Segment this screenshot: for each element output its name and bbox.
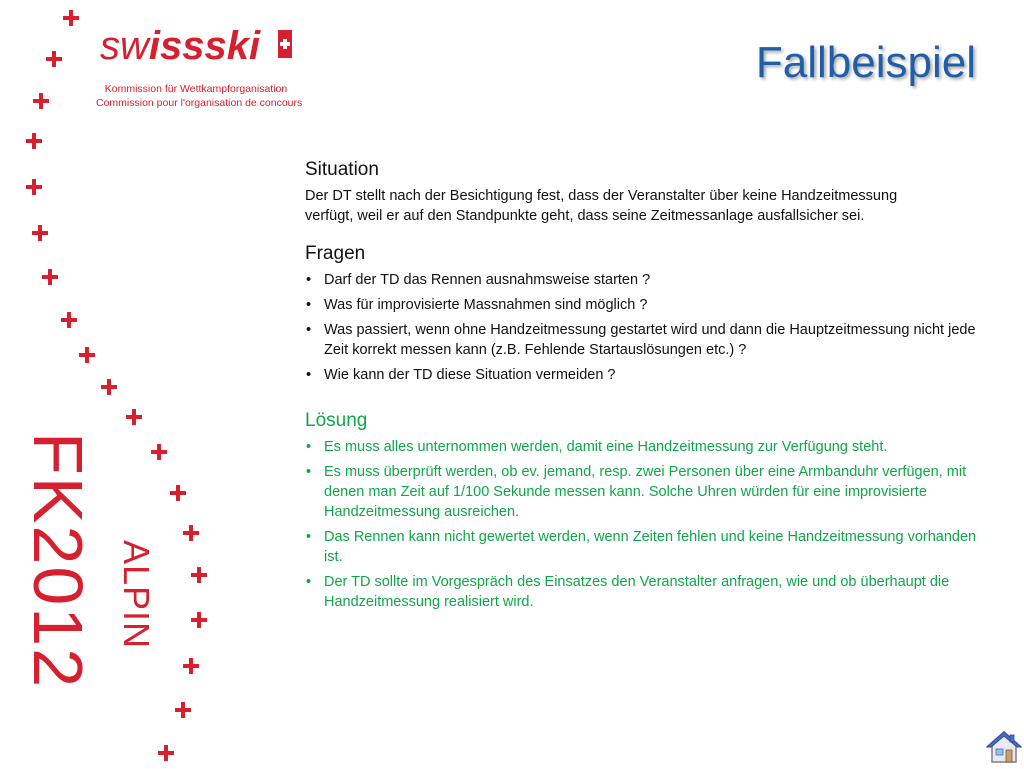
situation-text: [305, 186, 985, 226]
situation-heading: Situation: [305, 159, 379, 180]
sidebar-big-label: FK2012: [19, 432, 97, 690]
list-item: • Es muss alles unternommen werden, damit eine Handzeitmessung zur Verfügung steht.: [305, 437, 985, 457]
questions-heading: Fragen: [305, 243, 366, 264]
cross-icon: [191, 567, 207, 583]
cross-icon: [183, 658, 199, 674]
swiss-flag-icon: [278, 30, 292, 58]
list-item: • Was für improvisierte Massnahmen sind möglich ?: [305, 295, 985, 315]
cross-icon: [183, 525, 199, 541]
logo-wordmark: [100, 22, 260, 70]
list-item: • Darf der TD das Rennen ausnahmsweise starten ?: [305, 270, 985, 290]
cross-icon: [191, 612, 207, 628]
situation-text-line: Der DT stellt nach der Besichtigung fest, dass der Veranstalter über keine Handzeitmessung: [305, 188, 898, 204]
home-icon[interactable]: [986, 730, 1022, 764]
cross-icon: [61, 312, 77, 328]
questions-list: [305, 270, 985, 385]
cross-icon: [63, 10, 79, 26]
sidebar-small-label: ALPIN: [116, 540, 157, 650]
cross-icon: [175, 702, 191, 718]
cross-icon: [42, 269, 58, 285]
cross-icon: [26, 133, 42, 149]
list-item: • Es muss überprüft werden, ob ev. jemand, resp. zwei Personen über eine Armbanduhr verfügen, mit denen man Zeit auf 1/100 Sekunde messen kann. Solche Uhren würden für eine improvisierte Handzeitmessung ausreichen.: [305, 462, 985, 522]
home-icon-graphic: [986, 730, 1022, 764]
cross-icon: [151, 444, 167, 460]
list-item: • Das Rennen kann nicht gewertet werden, wenn Zeiten fehlen und keine Handzeitmessung vorhanden ist.: [305, 527, 985, 567]
questions-section: [305, 242, 985, 385]
cross-icon: [26, 179, 42, 195]
list-item: • Wie kann der TD diese Situation vermeiden ?: [305, 365, 985, 385]
logo-word-bold: issski: [148, 24, 261, 68]
cross-icon: [79, 347, 95, 363]
cross-icon: [170, 485, 186, 501]
page-title: Fallbeispiel: [755, 38, 976, 87]
cross-icon: [32, 225, 48, 241]
solution-heading: Lösung: [305, 410, 368, 431]
situation-text-line: verfügt, weil er auf den Standpunkte geht, dass seine Zeitmessanlage ausfallsicher sei.: [305, 208, 865, 224]
cross-icon: [158, 745, 174, 761]
slide-content: [305, 158, 985, 626]
logo-word-thin: sw: [100, 24, 149, 68]
situation-section: [305, 158, 985, 226]
logo-subtitle-de: Kommission für Wettkampforganisation: [104, 83, 288, 95]
cross-icon: [46, 51, 62, 67]
logo-subtitle-fr: Commission pour l'organisation de concours: [96, 97, 303, 109]
cross-icon: [101, 379, 117, 395]
cross-icon: [126, 409, 142, 425]
list-item: • Was passiert, wenn ohne Handzeitmessung gestartet wird und dann die Hauptzeitmessung nicht jede Zeit korrekt messen kann (z.B. Fehlende Startauslösungen etc.) ?: [305, 320, 985, 360]
list-item: • Der TD sollte im Vorgespräch des Einsatzes den Veranstalter anfragen, wie und ob überhaupt die Handzeitmessung realisiert wird.: [305, 572, 985, 612]
cross-icon: [33, 93, 49, 109]
solution-section: [305, 409, 985, 612]
solution-list: [305, 437, 985, 612]
